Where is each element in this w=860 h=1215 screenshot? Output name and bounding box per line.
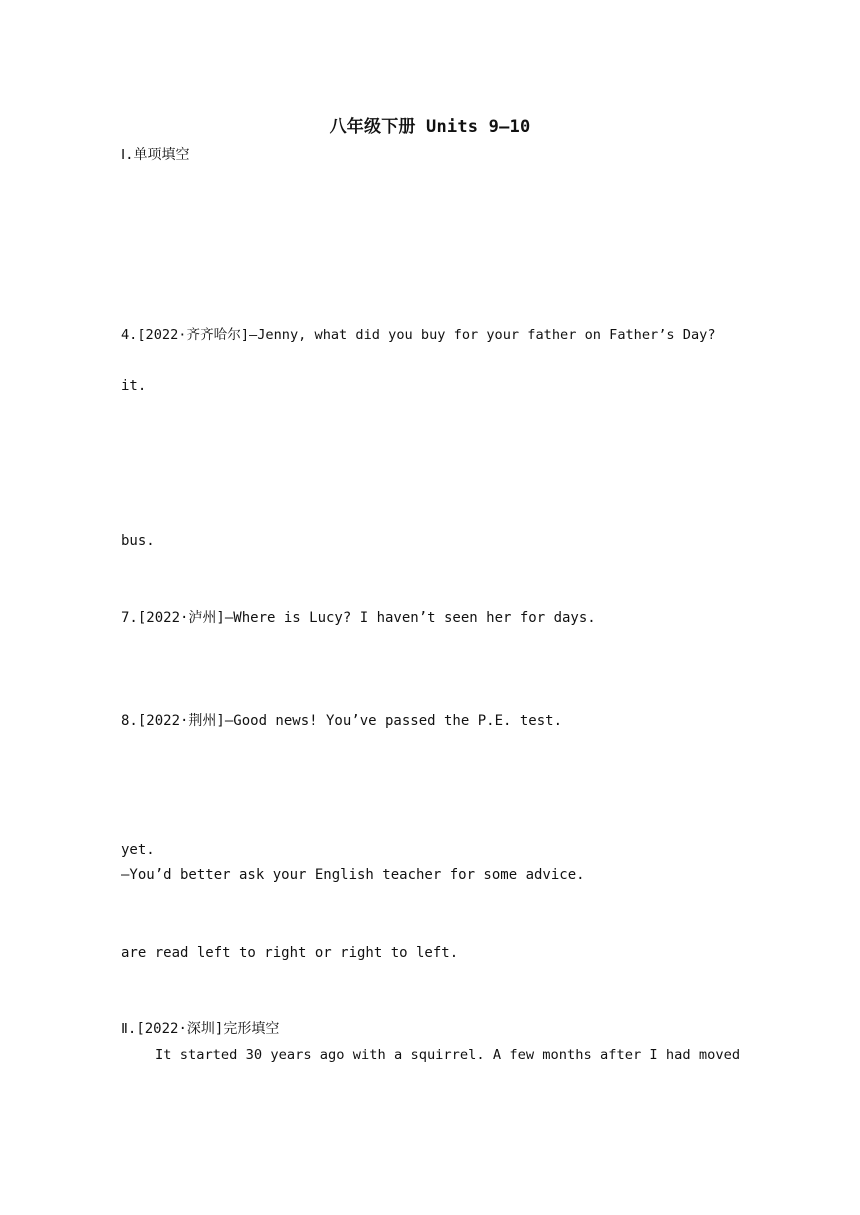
page-title: 八年级下册 Units 9—10 xyxy=(329,117,531,137)
question-1-options xyxy=(121,195,741,217)
question-7-line2 xyxy=(121,633,741,655)
question-9-line3: —You’d better ask your English teacher for some advice. xyxy=(121,867,585,883)
section-heading: Ⅰ.单项填空 xyxy=(121,147,190,163)
question-10-line2: are read left to right or right to left. xyxy=(121,945,459,961)
question-6-options-row1 xyxy=(121,556,741,578)
question-2-options xyxy=(121,247,741,269)
question-5 xyxy=(121,427,741,449)
question-10-options-row1 xyxy=(121,967,741,989)
question-6-options-row2 xyxy=(121,581,741,603)
question-4-line2 xyxy=(121,350,741,372)
question-4: 4.[2022·齐齐哈尔]—Jenny, what did you buy for your father on Father’s Day? xyxy=(121,327,716,343)
question-9-line2: yet. xyxy=(121,842,155,858)
question-1 xyxy=(121,170,741,192)
question-4-line3: it. xyxy=(121,378,147,394)
question-7-options-row2 xyxy=(121,684,741,706)
question-10 xyxy=(121,916,741,938)
question-9 xyxy=(121,813,741,835)
section-heading: Ⅱ.[2022·深圳]完形填空 xyxy=(121,1021,280,1037)
question-6 xyxy=(121,504,741,526)
question-7: 7.[2022·泸州]—Where is Lucy? I haven’t seen her for days. xyxy=(121,610,596,626)
question-4-options xyxy=(121,401,741,423)
question-8-options-row1 xyxy=(121,761,741,783)
passage-line: It started 30 years ago with a squirrel. A few months after I had moved xyxy=(155,1047,741,1063)
question-5-options-row2 xyxy=(121,478,741,500)
question-2 xyxy=(121,221,741,243)
question-3-options xyxy=(121,298,741,320)
question-6-line2: bus. xyxy=(121,533,155,549)
question-8: 8.[2022·荆州]—Good news! You’ve passed the P.E. test. xyxy=(121,713,563,729)
question-8-options-row2 xyxy=(121,787,741,809)
question-3 xyxy=(121,273,741,295)
question-7-options-row1 xyxy=(121,659,741,681)
question-5-options-row1 xyxy=(121,453,741,475)
question-8-line2 xyxy=(121,736,741,758)
question-9-options xyxy=(121,890,741,912)
question-10-options-row2 xyxy=(121,993,741,1015)
passage-line xyxy=(121,1070,741,1092)
